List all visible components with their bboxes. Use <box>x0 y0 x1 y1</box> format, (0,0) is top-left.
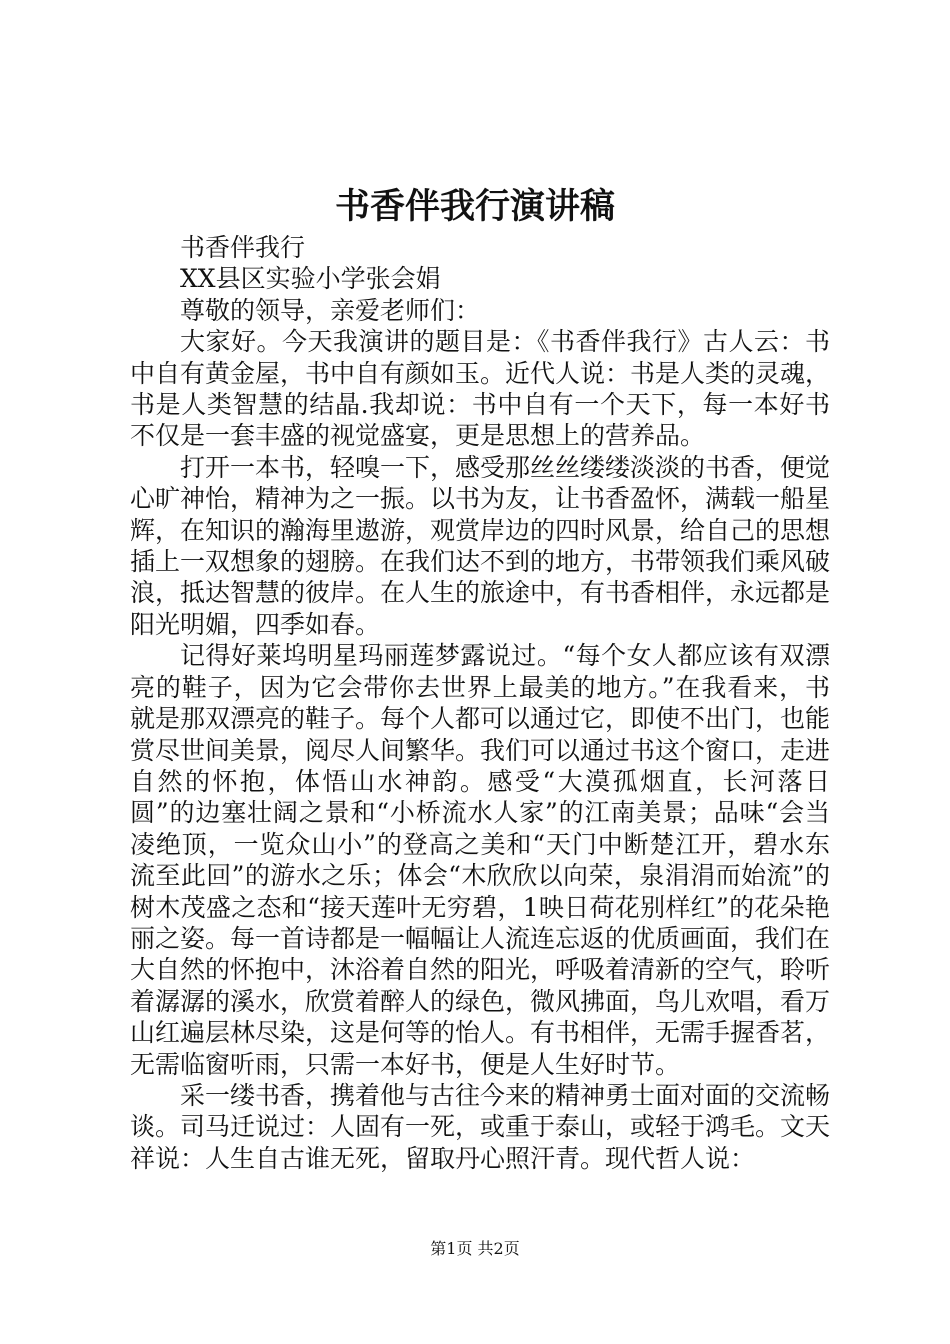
paragraph-salutation: 尊敬的领导，亲爱老师们： <box>180 295 481 325</box>
paragraph: 打开一本书，轻嗅一下，感受那丝丝缕缕淡淡的书香，便觉心旷神怡，精神为之一振。以书为友，让书香盈怀，满载一船星辉，在知识的瀚海里遨游，观赏岸边的四时风景，给自己的思想插上一双想象的翅膀。在我们达不到的地方，书带领我们乘风破浪，抵达智慧的彼岸。在人生的旅途中，有书香相伴，永远都是阳光明媚，四季如春。 <box>130 452 831 639</box>
paragraph-subtitle: 书香伴我行 <box>180 233 306 262</box>
paragraph: 记得好莱坞明星玛丽莲梦露说过。“每个女人都应该有双漂亮的鞋子，因为它会带你去世界上最美的地方。”在我看来，书就是那双漂亮的鞋子。每个人都可以通过它，即使不出门，也能赏尽世间美景，阅尽人间繁华。我们可以通过书这个窗口，走进自然的怀抱，体悟山水神韵。感受“大漠孤烟直，长河落日圆”的边塞壮阔之景和“小桥流水人家”的江南美景；品味“会当凌绝顶，一览众山小”的登高之美和“天门中断楚江开，碧水东流至此回”的游水之乐；体会“木欣欣以向荣，泉涓涓而始流”的树木茂盛之态和“接天莲叶无穷碧，1映日荷花别样红”的花朵艳丽之姿。每一首诗都是一幅幅让人流连忘返的优质画面，我们在大自然的怀抱中，沐浴着自然的阳光，呼吸着清新的空气，聆听着潺潺的溪水，欣赏着醉人的绿色，微风拂面，鸟儿欢唱，看万山红遍层林尽染，这是何等的怡人。有书相伴，无需手握香茗，无需临窗听雨，只需一本好书，便是人生好时节。 <box>130 641 831 1079</box>
paragraph-author: XX县区实验小学张会娟 <box>180 264 441 294</box>
document-body <box>130 232 830 1174</box>
document-title: 书香伴我行演讲稿 <box>334 186 615 227</box>
page-number: 第1页 共2页 <box>430 1239 520 1258</box>
paragraph: 采一缕书香，携着他与古往今来的精神勇士面对面的交流畅谈。司马迁说过：人固有一死，或重于泰山，或轻于鸿毛。文天祥说：人生自古谁无死，留取丹心照汗青。现代哲人说： <box>130 1080 831 1173</box>
paragraph: 大家好。今天我演讲的题目是：《书香伴我行》古人云：书中自有黄金屋，书中自有颜如玉。近代人说：书是人类的灵魂，书是人类智慧的结晶.我却说：书中自有一个天下，每一本好书不仅是一套丰盛的视觉盛宴，更是思想上的营养品。 <box>130 327 831 451</box>
